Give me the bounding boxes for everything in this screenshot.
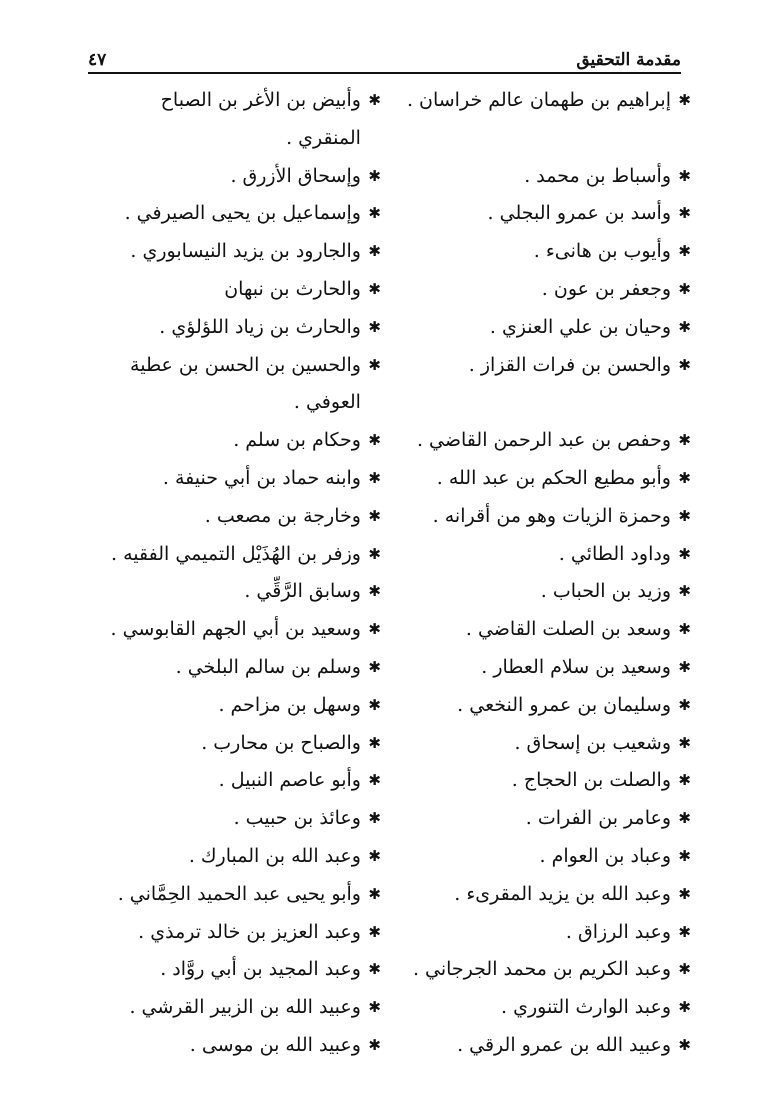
- list-item-text: وسعيد بن سلام العطار .: [481, 655, 671, 678]
- bullet-icon: ✱: [368, 922, 381, 941]
- list-item-text: إبراهيم بن طهمان عالم خراسان .: [406, 89, 671, 111]
- list-item-text: والحسن بن فرات القزاز .: [468, 353, 671, 376]
- list-item: [111, 422, 381, 460]
- list-item: [111, 876, 381, 914]
- bullet-icon: ✱: [678, 204, 691, 223]
- page-header: [88, 36, 681, 70]
- list-item-text: وحكام بن سلم .: [233, 429, 361, 452]
- bullet-icon: ✱: [678, 468, 691, 487]
- list-item: [407, 536, 691, 574]
- bullet-icon: ✱: [368, 733, 381, 752]
- bullet-icon: ✱: [368, 166, 381, 185]
- list-item: [111, 800, 381, 838]
- bullet-icon: ✱: [678, 582, 691, 601]
- list-item-text: وعبيد الله بن موسى .: [189, 1033, 361, 1056]
- list-item-text: وعبيد الله بن الزبير القرشي .: [129, 996, 361, 1019]
- list-item-text: وعباد بن العوام .: [539, 844, 671, 867]
- list-item: [111, 233, 381, 271]
- bullet-icon: ✱: [368, 204, 381, 223]
- names-list: [110, 82, 691, 1065]
- list-item-text: وعبد المجيد بن أبي روَّاد .: [160, 958, 361, 981]
- list-item-text: وأسد بن عمرو البجلي .: [487, 202, 671, 225]
- bullet-icon: ✱: [368, 506, 381, 525]
- list-item: [407, 347, 691, 385]
- list-item-text: والصلت بن الحجاج .: [511, 769, 671, 792]
- list-item-text: وعبد الله بن يزيد المقرىء .: [454, 882, 671, 905]
- list-item: [407, 838, 691, 876]
- list-item-text: وعامر بن الفرات .: [525, 807, 671, 830]
- list-item-text: وسليمان بن عمرو النخعي .: [457, 693, 671, 716]
- bullet-icon: ✱: [678, 355, 691, 374]
- list-item: [111, 687, 381, 725]
- bullet-icon: ✱: [678, 166, 691, 185]
- list-item: [407, 725, 691, 763]
- list-item: [407, 158, 691, 196]
- list-item: [407, 195, 691, 233]
- page-number: ٤٧: [88, 50, 107, 70]
- bullet-icon: ✱: [368, 582, 381, 601]
- list-item: [111, 914, 381, 952]
- list-item: [407, 1027, 691, 1065]
- list-item-text: وعائذ بن حبيب .: [233, 807, 361, 830]
- bullet-icon: ✱: [678, 506, 691, 525]
- list-item-text: وسابق الرَّقِّي .: [244, 580, 361, 603]
- list-item: [407, 611, 691, 649]
- list-item-text: والحارث بن نبهان: [224, 277, 361, 300]
- bullet-icon: ✱: [678, 1035, 691, 1054]
- list-item-text: والجارود بن يزيد النيسابوري .: [130, 240, 361, 263]
- bullet-icon: ✱: [678, 809, 691, 828]
- list-item: [111, 1027, 381, 1065]
- list-item: [111, 271, 381, 309]
- list-item-text: وأسباط بن محمد .: [524, 164, 671, 187]
- list-item-text: وأبو مطيع الحكم بن عبد الله .: [436, 466, 671, 489]
- list-item: [407, 649, 691, 687]
- list-item-text: وعبد الوارث التنوري .: [501, 996, 671, 1019]
- bullet-icon: ✱: [368, 771, 381, 790]
- list-item-text: وابنه حماد بن أبي حنيفة .: [162, 466, 361, 489]
- list-item-text: والصباح بن محارب .: [201, 731, 361, 754]
- list-item-text: وداود الطائي .: [558, 542, 671, 565]
- list-item: [111, 498, 381, 536]
- section-title: مقدمة التحقيق: [576, 50, 681, 70]
- bullet-icon: ✱: [368, 960, 381, 979]
- left-column: [111, 82, 381, 1065]
- bullet-icon: ✱: [368, 91, 381, 109]
- list-item-text: وسعيد بن أبي الجهم القابوسي .: [110, 618, 361, 641]
- list-item-text: وعبد الرزاق .: [565, 920, 671, 943]
- list-item: [111, 82, 381, 158]
- bullet-icon: ✱: [368, 544, 381, 563]
- bullet-icon: ✱: [368, 317, 381, 336]
- bullet-icon: ✱: [678, 771, 691, 790]
- bullet-icon: ✱: [678, 998, 691, 1017]
- list-item-text: وخارجة بن مصعب .: [204, 504, 361, 527]
- list-item: [407, 422, 691, 460]
- list-item: [111, 951, 381, 989]
- bullet-icon: ✱: [368, 279, 381, 298]
- bullet-icon: ✱: [678, 733, 691, 752]
- bullet-icon: ✱: [678, 317, 691, 336]
- list-item-text: وشعيب بن إسحاق .: [514, 731, 671, 754]
- list-item: [407, 800, 691, 838]
- list-item-text: وسهل بن مزاحم .: [218, 693, 361, 716]
- list-item: [407, 233, 691, 271]
- list-item-text: وحيان بن علي العنزي .: [489, 315, 671, 338]
- list-item-text: وسعد بن الصلت القاضي .: [465, 618, 671, 641]
- list-item: [111, 762, 381, 800]
- list-item-text: وأبو يحيى عبد الحميد الحِمَّاني .: [117, 882, 361, 905]
- bullet-icon: ✱: [678, 657, 691, 676]
- list-item: [111, 347, 381, 423]
- list-item-text: وسلم بن سالم البلخي .: [175, 655, 361, 678]
- bullet-icon: ✱: [368, 620, 381, 639]
- list-item: [407, 460, 691, 498]
- bullet-icon: ✱: [678, 846, 691, 865]
- bullet-icon: ✱: [368, 1035, 381, 1054]
- bullet-icon: ✱: [678, 960, 691, 979]
- header-divider: [88, 72, 681, 74]
- bullet-icon: ✱: [678, 91, 691, 109]
- bullet-icon: ✱: [368, 242, 381, 261]
- list-item-text: والحسين بن الحسن بن عطية العوفي .: [130, 353, 361, 414]
- list-item: [111, 158, 381, 196]
- list-item: [111, 573, 381, 611]
- list-item: [111, 536, 381, 574]
- list-item-text: وأيوب بن هانىء .: [533, 240, 671, 263]
- list-item: [111, 309, 381, 347]
- list-item: [407, 271, 691, 309]
- bullet-icon: ✱: [678, 242, 691, 261]
- list-item: [111, 838, 381, 876]
- list-item-text: وأبيض بن الأغر بن الصباح المنقري .: [160, 89, 361, 149]
- list-item-text: وزيد بن الحباب .: [540, 580, 671, 603]
- list-item-text: وإسماعيل بن يحيى الصيرفي .: [124, 202, 361, 225]
- list-item: [407, 687, 691, 725]
- bullet-icon: ✱: [368, 431, 381, 450]
- bullet-icon: ✱: [678, 279, 691, 298]
- list-item-text: وإسحاق الأزرق .: [230, 164, 361, 187]
- right-column: [407, 82, 691, 1065]
- list-item: [407, 989, 691, 1027]
- bullet-icon: ✱: [368, 809, 381, 828]
- list-item-text: وعبد الله بن المبارك .: [188, 844, 361, 867]
- bullet-icon: ✱: [368, 884, 381, 903]
- list-item: [407, 951, 691, 989]
- list-item: [407, 309, 691, 347]
- list-item: [407, 573, 691, 611]
- list-item: [111, 649, 381, 687]
- list-item: [407, 762, 691, 800]
- list-item: [111, 195, 381, 233]
- list-item-text: وأبو عاصم النبيل .: [218, 769, 361, 792]
- bullet-icon: ✱: [368, 355, 381, 374]
- bullet-icon: ✱: [678, 695, 691, 714]
- bullet-icon: ✱: [368, 695, 381, 714]
- bullet-icon: ✱: [368, 846, 381, 865]
- list-item-text: والحارث بن زياد اللؤلؤي .: [159, 315, 361, 338]
- bullet-icon: ✱: [678, 884, 691, 903]
- bullet-icon: ✱: [368, 657, 381, 676]
- bullet-icon: ✱: [678, 620, 691, 639]
- list-item: [407, 914, 691, 952]
- list-item: [111, 460, 381, 498]
- list-item: [111, 725, 381, 763]
- bullet-icon: ✱: [368, 468, 381, 487]
- bullet-icon: ✱: [678, 431, 691, 450]
- bullet-icon: ✱: [368, 998, 381, 1017]
- list-item-text: وحفص بن عبد الرحمن القاضي .: [416, 429, 671, 452]
- list-item-text: وعبيد الله بن عمرو الرقي .: [457, 1033, 671, 1056]
- list-item-text: وعبد الكريم بن محمد الجرجاني .: [412, 958, 671, 981]
- list-item: [111, 989, 381, 1027]
- bullet-icon: ✱: [678, 544, 691, 563]
- bullet-icon: ✱: [678, 922, 691, 941]
- list-item-text: وزفر بن الهُذَيْل التميمي الفقيه .: [111, 542, 361, 565]
- list-item-text: وعبد العزيز بن خالد ترمذي .: [138, 920, 361, 943]
- list-item-text: وحمزة الزيات وهو من أقرانه .: [432, 504, 671, 527]
- list-item: [407, 498, 691, 536]
- list-item: [407, 82, 691, 120]
- list-item: [407, 876, 691, 914]
- list-item-text: وجعفر بن عون .: [541, 277, 671, 300]
- list-item: [111, 611, 381, 649]
